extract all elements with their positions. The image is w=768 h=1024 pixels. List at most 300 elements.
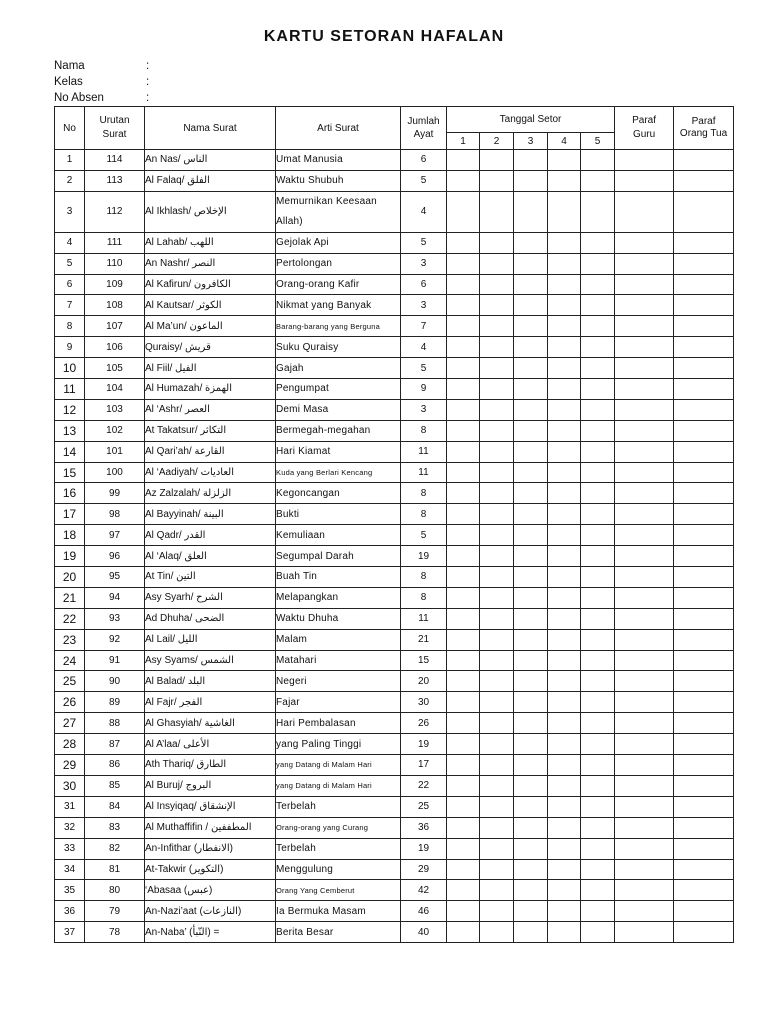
cell-tanggal-setor[interactable] [447,713,480,734]
cell-arti-surat: Pertolongan [276,253,401,274]
cell-jumlah-ayat: 8 [401,567,447,588]
cell-tanggal-setor[interactable] [581,295,615,316]
cell-nama-surat: Asy Syarh/ الشرح [145,587,276,608]
cell-tanggal-setor[interactable] [581,150,615,171]
cell-tanggal-setor[interactable] [514,525,548,546]
cell-no: 5 [55,253,85,274]
cell-tanggal-setor[interactable] [447,608,480,629]
cell-tanggal-setor[interactable] [447,901,480,922]
cell-tanggal-setor[interactable] [548,608,581,629]
cell-paraf-guru[interactable] [615,379,674,400]
cell-tanggal-setor[interactable] [447,358,480,379]
cell-tanggal-setor[interactable] [514,859,548,880]
cell-tanggal-setor[interactable] [548,525,581,546]
cell-tanggal-setor[interactable] [480,483,514,504]
cell-tanggal-setor[interactable] [581,796,615,817]
cell-paraf-orang-tua[interactable] [674,796,734,817]
cell-tanggal-setor[interactable] [514,817,548,838]
cell-paraf-orang-tua[interactable] [674,755,734,776]
cell-paraf-orang-tua[interactable] [674,337,734,358]
cell-paraf-guru[interactable] [615,838,674,859]
cell-urutan: 102 [85,420,145,441]
cell-tanggal-setor[interactable] [480,775,514,796]
cell-tanggal-setor[interactable] [480,232,514,253]
cell-jumlah-ayat: 22 [401,775,447,796]
cell-paraf-orang-tua[interactable] [674,859,734,880]
cell-tanggal-setor[interactable] [447,546,480,567]
cell-tanggal-setor[interactable] [514,587,548,608]
cell-paraf-orang-tua[interactable] [674,525,734,546]
cell-tanggal-setor[interactable] [514,838,548,859]
cell-tanggal-setor[interactable] [548,232,581,253]
cell-tanggal-setor[interactable] [514,399,548,420]
cell-paraf-guru[interactable] [615,880,674,901]
cell-tanggal-setor[interactable] [447,462,480,483]
cell-tanggal-setor[interactable] [548,755,581,776]
cell-tanggal-setor[interactable] [514,379,548,400]
cell-tanggal-setor[interactable] [514,629,548,650]
cell-tanggal-setor[interactable] [514,295,548,316]
cell-tanggal-setor[interactable] [548,567,581,588]
cell-nama-surat: An Nashr/ النصر [145,253,276,274]
cell-tanggal-setor[interactable] [480,191,514,232]
cell-paraf-guru[interactable] [615,191,674,232]
cell-tanggal-setor[interactable] [581,629,615,650]
cell-tanggal-setor[interactable] [548,796,581,817]
cell-arti-surat: Berita Besar [276,922,401,943]
cell-no: 22 [55,608,85,629]
header-paraf-guru-text: Paraf Guru [632,115,657,140]
cell-tanggal-setor[interactable] [447,170,480,191]
cell-paraf-guru[interactable] [615,462,674,483]
cell-tanggal-setor[interactable] [548,713,581,734]
cell-jumlah-ayat: 5 [401,232,447,253]
cell-paraf-orang-tua[interactable] [674,692,734,713]
cell-tanggal-setor[interactable] [548,253,581,274]
cell-paraf-guru[interactable] [615,901,674,922]
cell-paraf-orang-tua[interactable] [674,191,734,232]
cell-paraf-guru[interactable] [615,922,674,943]
cell-paraf-orang-tua[interactable] [674,713,734,734]
cell-tanggal-setor[interactable] [581,650,615,671]
cell-paraf-guru[interactable] [615,232,674,253]
cell-tanggal-setor[interactable] [581,379,615,400]
cell-tanggal-setor[interactable] [480,379,514,400]
cell-paraf-guru[interactable] [615,358,674,379]
cell-tanggal-setor[interactable] [480,150,514,171]
cell-tanggal-setor[interactable] [548,922,581,943]
cell-tanggal-setor[interactable] [548,441,581,462]
cell-paraf-orang-tua[interactable] [674,901,734,922]
cell-tanggal-setor[interactable] [447,629,480,650]
cell-tanggal-setor[interactable] [581,399,615,420]
cell-tanggal-setor[interactable] [548,358,581,379]
cell-tanggal-setor[interactable] [480,358,514,379]
cell-tanggal-setor[interactable] [447,420,480,441]
cell-tanggal-setor[interactable] [581,462,615,483]
cell-paraf-orang-tua[interactable] [674,379,734,400]
cell-paraf-orang-tua[interactable] [674,650,734,671]
cell-tanggal-setor[interactable] [447,650,480,671]
cell-tanggal-setor[interactable] [514,901,548,922]
cell-tanggal-setor[interactable] [514,608,548,629]
cell-tanggal-setor[interactable] [514,880,548,901]
cell-tanggal-setor[interactable] [548,629,581,650]
cell-tanggal-setor[interactable] [548,775,581,796]
cell-tanggal-setor[interactable] [447,838,480,859]
cell-tanggal-setor[interactable] [581,483,615,504]
cell-tanggal-setor[interactable] [548,734,581,755]
cell-tanggal-setor[interactable] [514,420,548,441]
cell-tanggal-setor[interactable] [548,274,581,295]
cell-tanggal-setor[interactable] [548,838,581,859]
cell-tanggal-setor[interactable] [447,483,480,504]
cell-paraf-orang-tua[interactable] [674,420,734,441]
cell-tanggal-setor[interactable] [581,170,615,191]
cell-urutan: 78 [85,922,145,943]
cell-tanggal-setor[interactable] [480,441,514,462]
cell-paraf-guru[interactable] [615,295,674,316]
cell-tanggal-setor[interactable] [581,713,615,734]
cell-paraf-guru[interactable] [615,608,674,629]
cell-tanggal-setor[interactable] [514,274,548,295]
cell-tanggal-setor[interactable] [514,462,548,483]
cell-tanggal-setor[interactable] [581,755,615,776]
cell-tanggal-setor[interactable] [514,796,548,817]
cell-tanggal-setor[interactable] [581,253,615,274]
cell-tanggal-setor[interactable] [548,650,581,671]
cell-paraf-orang-tua[interactable] [674,483,734,504]
cell-tanggal-setor[interactable] [581,191,615,232]
cell-tanggal-setor[interactable] [514,546,548,567]
cell-tanggal-setor[interactable] [480,796,514,817]
cell-tanggal-setor[interactable] [548,692,581,713]
cell-paraf-guru[interactable] [615,775,674,796]
cell-paraf-guru[interactable] [615,483,674,504]
cell-tanggal-setor[interactable] [447,775,480,796]
cell-tanggal-setor[interactable] [548,504,581,525]
cell-tanggal-setor[interactable] [447,525,480,546]
cell-paraf-guru[interactable] [615,253,674,274]
cell-paraf-orang-tua[interactable] [674,274,734,295]
cell-arti-surat: Waktu Dhuha [276,608,401,629]
cell-tanggal-setor[interactable] [447,692,480,713]
cell-tanggal-setor[interactable] [480,170,514,191]
cell-nama-surat: Ath Thariq/ الطارق [145,755,276,776]
cell-tanggal-setor[interactable] [548,379,581,400]
cell-tanggal-setor[interactable] [447,922,480,943]
cell-tanggal-setor[interactable] [447,399,480,420]
cell-urutan: 93 [85,608,145,629]
cell-tanggal-setor[interactable] [447,253,480,274]
cell-tanggal-setor[interactable] [581,775,615,796]
cell-tanggal-setor[interactable] [447,379,480,400]
cell-nama-surat: Al Lahab/ اللهب [145,232,276,253]
cell-tanggal-setor[interactable] [447,567,480,588]
cell-jumlah-ayat: 7 [401,316,447,337]
cell-paraf-guru[interactable] [615,713,674,734]
cell-tanggal-setor[interactable] [480,462,514,483]
cell-paraf-orang-tua[interactable] [674,567,734,588]
cell-tanggal-setor[interactable] [480,817,514,838]
cell-tanggal-setor[interactable] [480,399,514,420]
cell-tanggal-setor[interactable] [447,191,480,232]
cell-tanggal-setor[interactable] [480,629,514,650]
cell-tanggal-setor[interactable] [514,755,548,776]
cell-tanggal-setor[interactable] [447,337,480,358]
cell-tanggal-setor[interactable] [480,546,514,567]
cell-tanggal-setor[interactable] [581,546,615,567]
cell-tanggal-setor[interactable] [548,462,581,483]
cell-tanggal-setor[interactable] [480,504,514,525]
cell-tanggal-setor[interactable] [548,901,581,922]
cell-paraf-guru[interactable] [615,546,674,567]
cell-tanggal-setor[interactable] [581,901,615,922]
cell-paraf-guru[interactable] [615,525,674,546]
cell-tanggal-setor[interactable] [581,671,615,692]
cell-paraf-guru[interactable] [615,316,674,337]
cell-tanggal-setor[interactable] [581,734,615,755]
cell-paraf-guru[interactable] [615,504,674,525]
cell-tanggal-setor[interactable] [480,587,514,608]
cell-paraf-orang-tua[interactable] [674,734,734,755]
cell-paraf-orang-tua[interactable] [674,880,734,901]
cell-tanggal-setor[interactable] [548,671,581,692]
cell-tanggal-setor[interactable] [514,316,548,337]
cell-tanggal-setor[interactable] [548,880,581,901]
cell-paraf-orang-tua[interactable] [674,232,734,253]
cell-paraf-guru[interactable] [615,567,674,588]
cell-tanggal-setor[interactable] [480,734,514,755]
cell-tanggal-setor[interactable] [447,671,480,692]
table-row [55,755,734,776]
cell-tanggal-setor[interactable] [480,671,514,692]
header-day: 2 [480,133,514,150]
table-row [55,817,734,838]
cell-paraf-orang-tua[interactable] [674,775,734,796]
cell-tanggal-setor[interactable] [480,253,514,274]
cell-paraf-orang-tua[interactable] [674,817,734,838]
cell-jumlah-ayat: 4 [401,337,447,358]
cell-paraf-orang-tua[interactable] [674,316,734,337]
cell-tanggal-setor[interactable] [514,671,548,692]
cell-tanggal-setor[interactable] [480,692,514,713]
cell-paraf-guru[interactable] [615,587,674,608]
cell-nama-surat: Al Qadr/ القدر [145,525,276,546]
cell-no: 36 [55,901,85,922]
cell-nama-surat: An-Nazi’aat (النازعات) [145,901,276,922]
cell-tanggal-setor[interactable] [514,170,548,191]
cell-paraf-orang-tua[interactable] [674,295,734,316]
cell-paraf-guru[interactable] [615,441,674,462]
cell-arti-surat: Bermegah-megahan [276,420,401,441]
cell-paraf-guru[interactable] [615,420,674,441]
cell-paraf-guru[interactable] [615,755,674,776]
cell-tanggal-setor[interactable] [548,150,581,171]
cell-tanggal-setor[interactable] [548,399,581,420]
cell-tanggal-setor[interactable] [480,567,514,588]
cell-arti-surat: Gajah [276,358,401,379]
cell-tanggal-setor[interactable] [480,922,514,943]
cell-tanggal-setor[interactable] [581,232,615,253]
cell-tanggal-setor[interactable] [581,358,615,379]
cell-tanggal-setor[interactable] [447,274,480,295]
cell-tanggal-setor[interactable] [514,567,548,588]
cell-tanggal-setor[interactable] [514,191,548,232]
cell-paraf-orang-tua[interactable] [674,462,734,483]
cell-no: 28 [55,734,85,755]
cell-tanggal-setor[interactable] [514,253,548,274]
cell-paraf-guru[interactable] [615,274,674,295]
cell-tanggal-setor[interactable] [548,483,581,504]
cell-paraf-guru[interactable] [615,629,674,650]
cell-tanggal-setor[interactable] [514,232,548,253]
cell-tanggal-setor[interactable] [548,316,581,337]
cell-urutan: 87 [85,734,145,755]
cell-tanggal-setor[interactable] [480,859,514,880]
cell-paraf-guru[interactable] [615,650,674,671]
cell-tanggal-setor[interactable] [447,504,480,525]
cell-no: 1 [55,150,85,171]
cell-tanggal-setor[interactable] [480,838,514,859]
cell-arti-surat: Umat Manusia [276,150,401,171]
cell-paraf-orang-tua[interactable] [674,253,734,274]
cell-tanggal-setor[interactable] [581,316,615,337]
cell-tanggal-setor[interactable] [514,441,548,462]
cell-nama-surat: At-Takwir (التكوير) [145,859,276,880]
cell-tanggal-setor[interactable] [447,880,480,901]
cell-tanggal-setor[interactable] [514,150,548,171]
cell-tanggal-setor[interactable] [548,546,581,567]
cell-tanggal-setor[interactable] [514,337,548,358]
cell-urutan: 113 [85,170,145,191]
cell-tanggal-setor[interactable] [514,734,548,755]
cell-tanggal-setor[interactable] [480,420,514,441]
cell-tanggal-setor[interactable] [447,859,480,880]
cell-tanggal-setor[interactable] [480,525,514,546]
cell-tanggal-setor[interactable] [480,880,514,901]
cell-tanggal-setor[interactable] [480,755,514,776]
cell-paraf-orang-tua[interactable] [674,629,734,650]
cell-tanggal-setor[interactable] [447,796,480,817]
cell-arti-surat: Pengumpat [276,379,401,400]
cell-urutan: 101 [85,441,145,462]
cell-nama-surat: Al Fiil/ الفيل [145,358,276,379]
cell-tanggal-setor[interactable] [447,817,480,838]
cell-tanggal-setor[interactable] [548,587,581,608]
cell-tanggal-setor[interactable] [581,817,615,838]
cell-tanggal-setor[interactable] [514,358,548,379]
cell-paraf-guru[interactable] [615,671,674,692]
cell-tanggal-setor[interactable] [548,337,581,358]
cell-tanggal-setor[interactable] [581,274,615,295]
cell-urutan: 84 [85,796,145,817]
cell-tanggal-setor[interactable] [447,295,480,316]
cell-tanggal-setor[interactable] [514,504,548,525]
cell-paraf-guru[interactable] [615,817,674,838]
cell-tanggal-setor[interactable] [480,295,514,316]
cell-tanggal-setor[interactable] [480,713,514,734]
cell-jumlah-ayat: 6 [401,274,447,295]
cell-tanggal-setor[interactable] [480,901,514,922]
cell-tanggal-setor[interactable] [581,587,615,608]
cell-tanggal-setor[interactable] [581,337,615,358]
cell-tanggal-setor[interactable] [581,859,615,880]
cell-tanggal-setor[interactable] [548,817,581,838]
cell-tanggal-setor[interactable] [581,922,615,943]
cell-tanggal-setor[interactable] [447,734,480,755]
cell-tanggal-setor[interactable] [514,692,548,713]
cell-paraf-guru[interactable] [615,170,674,191]
cell-tanggal-setor[interactable] [447,755,480,776]
cell-paraf-guru[interactable] [615,337,674,358]
cell-tanggal-setor[interactable] [480,316,514,337]
cell-paraf-orang-tua[interactable] [674,838,734,859]
cell-tanggal-setor[interactable] [447,441,480,462]
cell-tanggal-setor[interactable] [581,608,615,629]
cell-jumlah-ayat: 40 [401,922,447,943]
cell-tanggal-setor[interactable] [480,337,514,358]
cell-paraf-orang-tua[interactable] [674,587,734,608]
cell-tanggal-setor[interactable] [480,608,514,629]
cell-tanggal-setor[interactable] [480,650,514,671]
cell-tanggal-setor[interactable] [581,838,615,859]
cell-paraf-orang-tua[interactable] [674,358,734,379]
cell-tanggal-setor[interactable] [581,441,615,462]
cell-tanggal-setor[interactable] [514,713,548,734]
cell-paraf-guru[interactable] [615,859,674,880]
cell-tanggal-setor[interactable] [581,567,615,588]
cell-paraf-orang-tua[interactable] [674,441,734,462]
cell-tanggal-setor[interactable] [581,525,615,546]
cell-arti-surat: yang Datang di Malam Hari [276,755,401,776]
cell-tanggal-setor[interactable] [548,295,581,316]
cell-paraf-orang-tua[interactable] [674,546,734,567]
cell-paraf-guru[interactable] [615,150,674,171]
cell-paraf-guru[interactable] [615,734,674,755]
cell-urutan: 79 [85,901,145,922]
cell-tanggal-setor[interactable] [447,232,480,253]
cell-paraf-guru[interactable] [615,399,674,420]
cell-paraf-guru[interactable] [615,692,674,713]
cell-paraf-guru[interactable] [615,796,674,817]
cell-paraf-orang-tua[interactable] [674,504,734,525]
cell-tanggal-setor[interactable] [447,150,480,171]
cell-tanggal-setor[interactable] [581,420,615,441]
cell-tanggal-setor[interactable] [514,650,548,671]
cell-nama-surat: Ad Dhuha/ الضحى [145,608,276,629]
cell-tanggal-setor[interactable] [548,420,581,441]
cell-paraf-orang-tua[interactable] [674,170,734,191]
cell-tanggal-setor[interactable] [480,274,514,295]
cell-tanggal-setor[interactable] [514,922,548,943]
cell-tanggal-setor[interactable] [447,316,480,337]
cell-paraf-orang-tua[interactable] [674,671,734,692]
cell-tanggal-setor[interactable] [548,170,581,191]
cell-tanggal-setor[interactable] [548,191,581,232]
cell-tanggal-setor[interactable] [581,880,615,901]
cell-paraf-orang-tua[interactable] [674,608,734,629]
cell-tanggal-setor[interactable] [581,692,615,713]
cell-tanggal-setor[interactable] [514,775,548,796]
cell-tanggal-setor[interactable] [581,504,615,525]
cell-paraf-orang-tua[interactable] [674,922,734,943]
cell-paraf-orang-tua[interactable] [674,399,734,420]
cell-tanggal-setor[interactable] [447,587,480,608]
cell-tanggal-setor[interactable] [514,483,548,504]
cell-paraf-orang-tua[interactable] [674,150,734,171]
cell-tanggal-setor[interactable] [548,859,581,880]
